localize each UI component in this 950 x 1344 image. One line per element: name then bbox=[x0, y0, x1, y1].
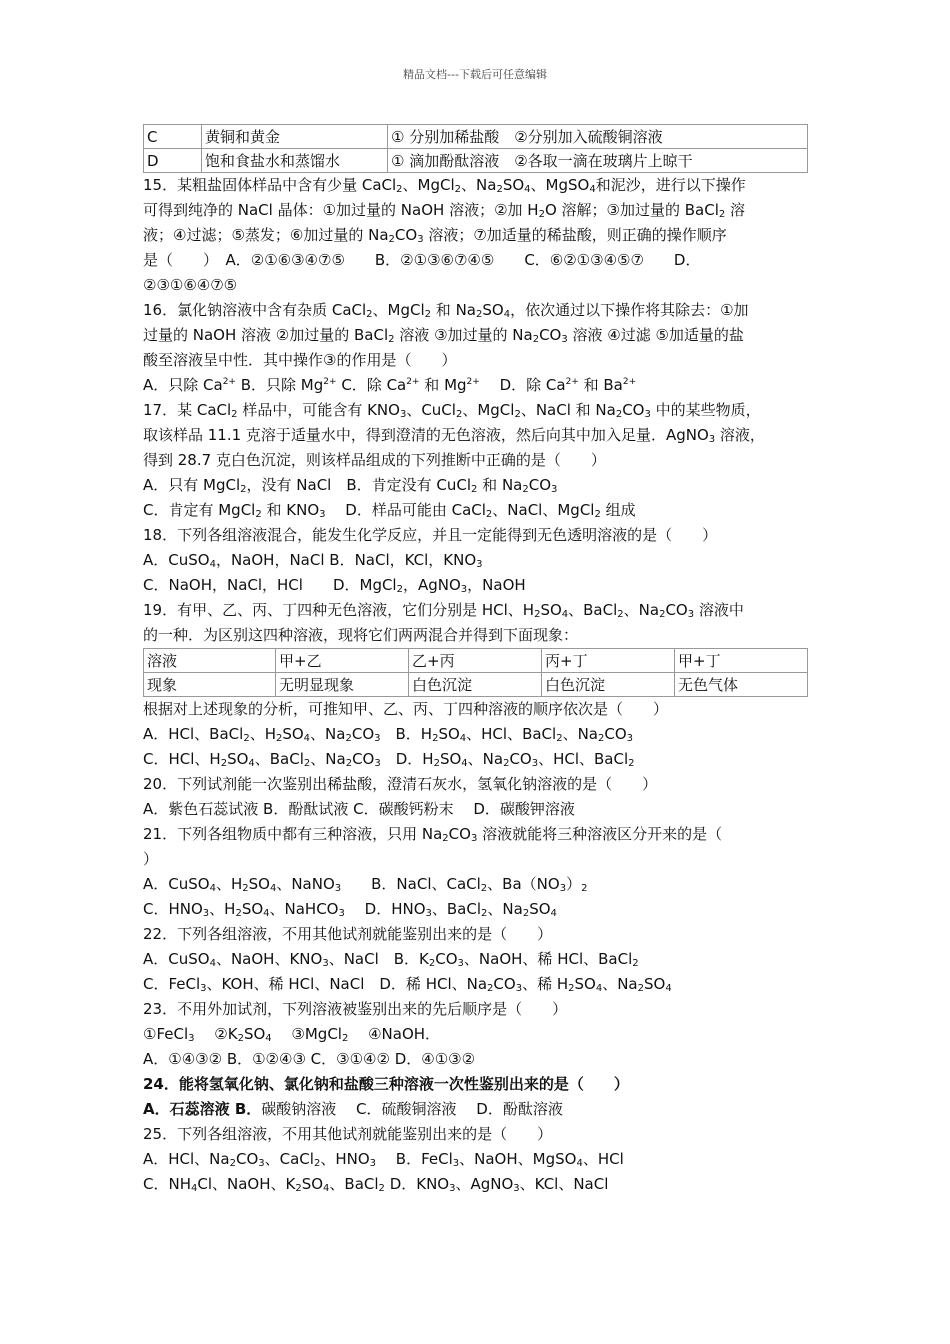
text-line: 21．下列各组物质中都有三种溶液，只用 $Na_2CO_3$ 溶液就能将三种溶液区分开来的是（ bbox=[143, 825, 723, 844]
text-line: A．HCl、BaCl$_2$、$H_2SO_4$、$Na_2CO_3$ B．$H_2SO_4$、HCl、BaCl$_2$、$Na_2CO_3$ bbox=[143, 725, 634, 744]
text-line: ②③①⑥④⑦⑤ bbox=[143, 276, 238, 294]
table-cell: 甲+丁 bbox=[675, 649, 808, 673]
table-row bbox=[144, 673, 808, 697]
text-line: ） bbox=[143, 850, 159, 868]
text-line: 过量的 NaOH 溶液 ②加过量的 BaCl$_2$ 溶液 ③加过量的 $Na_2CO_3$ 溶液 ④过滤 ⑤加适量的盐 bbox=[143, 326, 744, 345]
table-cell: 无明显现象 bbox=[276, 673, 409, 697]
text-line: 得到 28.7 克白色沉淀，则该样品组成的下列推断中正确的是（ ） bbox=[143, 451, 606, 469]
question-19 bbox=[143, 598, 811, 772]
question-22 bbox=[143, 922, 811, 997]
text-line: A．只除 $Ca^{2+}$ B．只除 $Mg^{2+}$ C．除 $Ca^{2+}$ 和 $Mg^{2+}$ D．除 $Ca^{2+}$ 和 $Ba^{2+}$ bbox=[143, 376, 637, 394]
text-line: 25．下列各组溶液，不用其他试剂就能鉴别出来的是（ ） bbox=[143, 1125, 553, 1143]
question-16 bbox=[143, 298, 811, 398]
table-cell: 白色沉淀 bbox=[542, 673, 675, 697]
table-cell: 乙+丙 bbox=[409, 649, 542, 673]
text-line: 17．某 CaCl$_2$ 样品中，可能含有 $KNO_3$、CuCl$_2$、MgCl$_2$、NaCl 和 $Na_2CO_3$ 中的某些物质， bbox=[143, 401, 761, 420]
text-line: 液；④过滤；⑤蒸发；⑥加过量的 $Na_2CO_3$ 溶液；⑦加适量的稀盐酸，则正确的操作顺序 bbox=[143, 226, 727, 245]
page-header: 精品文档---下载后可任意编辑 bbox=[403, 68, 547, 81]
text-line: A．CuSO$_4$、$H_2SO_4$、NaNO$_3$ B．NaCl、CaCl$_2$、$Ba(NO_3)_2$ bbox=[143, 875, 588, 894]
table-cell: 丙+丁 bbox=[542, 649, 675, 673]
text-line: C．HCl、$H_2SO_4$、BaCl$_2$、$Na_2CO_3$ D．$H_2SO_4$、$Na_2CO_3$、HCl、BaCl$_2$ bbox=[143, 750, 635, 769]
option-text: 碳酸钠溶液 C．硫酸铜溶液 D．酚酞溶液 bbox=[261, 1100, 563, 1118]
text-line: 取该样品 11.1 克溶于适量水中，得到澄清的无色溶液，然后向其中加入足量．AgNO$_3$ 溶液， bbox=[143, 426, 765, 445]
question-24 bbox=[143, 1072, 811, 1122]
text-line: A．紫色石蕊试液 B．酚酞试液 C．碳酸钙粉末 D．碳酸钾溶液 bbox=[143, 800, 575, 818]
text-line: 23．不用外加试剂，下列溶液被鉴别出来的先后顺序是（ ） bbox=[143, 1000, 568, 1018]
text-line: 19．有甲、乙、丙、丁四种无色溶液，它们分别是 HCl、$H_2SO_4$、BaCl$_2$、$Na_2CO_3$ 溶液中 bbox=[143, 601, 744, 620]
text-line: C．FeCl$_3$、KOH、稀 HCl、NaCl D．稀 HCl、$Na_2CO_3$、稀 $H_2SO_4$、$Na_2SO_4$ bbox=[143, 975, 672, 994]
table-cell: 黄铜和黄金 bbox=[202, 125, 388, 149]
text-line: 是（ ） A．②①⑥③④⑦⑤ B．②①③⑥⑦④⑤ C．⑥②①③④⑤⑦ D． bbox=[143, 251, 701, 269]
table-cell: 白色沉淀 bbox=[409, 673, 542, 697]
text-line: A．CuSO$_4$，NaOH，NaCl B．NaCl，KCl，$KNO_3$ bbox=[143, 551, 483, 570]
options-table bbox=[143, 124, 808, 173]
table-cell: D bbox=[144, 149, 202, 173]
table-cell: 无色气体 bbox=[675, 673, 808, 697]
text-line: A．HCl、$Na_2CO_3$、CaCl$_2$、$HNO_3$ B．FeCl$_3$、NaOH、MgSO$_4$、HCl bbox=[143, 1150, 624, 1169]
text-line: C．$HNO_3$、$H_2SO_4$、NaHCO$_3$ D．$HNO_3$、BaCl$_2$、$Na_2SO_4$ bbox=[143, 900, 557, 919]
table-row bbox=[144, 649, 808, 673]
question-23 bbox=[143, 997, 811, 1072]
text-line: C．NaOH，NaCl，HCl D．MgCl$_2$，AgNO$_3$，NaOH bbox=[143, 576, 526, 595]
text-line: ①FeCl$_3$ $②K_2SO_4$ ③MgCl$_2$ ④NaOH． bbox=[143, 1025, 441, 1044]
table-row bbox=[144, 125, 808, 149]
text-line: A．①④③② B．①②④③ C．③①④② D．④①③② bbox=[143, 1050, 476, 1068]
question-15 bbox=[143, 173, 811, 298]
bold-option: A．石蕊溶液 B． bbox=[143, 1100, 262, 1118]
text-line: 18．下列各组溶液混合，能发生化学反应，并且一定能得到无色透明溶液的是（ ） bbox=[143, 526, 718, 544]
text-line: 22．下列各组溶液，不用其他试剂就能鉴别出来的是（ ） bbox=[143, 925, 553, 943]
question-17 bbox=[143, 398, 811, 523]
phenomena-table bbox=[143, 648, 808, 697]
text-line: A．CuSO$_4$、NaOH、$KNO_3$、NaCl B．$K_2CO_3$、NaOH、稀 HCl、BaCl$_2$ bbox=[143, 950, 639, 969]
table-cell: ① 分别加稀盐酸 ②分别加入硫酸铜溶液 bbox=[388, 125, 808, 149]
text-line: 16．氯化钠溶液中含有杂质 CaCl$_2$、MgCl$_2$ 和 $Na_2SO_4$，依次通过以下操作将其除去：①加 bbox=[143, 301, 749, 320]
question-21 bbox=[143, 822, 811, 922]
table-cell: 甲+乙 bbox=[276, 649, 409, 673]
question-25 bbox=[143, 1122, 811, 1197]
question-20 bbox=[143, 772, 811, 822]
text-line: 的一种．为区别这四种溶液，现将它们两两混合并得到下面现象： bbox=[143, 626, 579, 644]
document-body bbox=[143, 124, 811, 1197]
table-cell: C bbox=[144, 125, 202, 149]
text-line: 20．下列试剂能一次鉴别出稀盐酸，澄清石灰水，氢氧化钠溶液的是（ ） bbox=[143, 775, 658, 793]
table-cell: 饱和食盐水和蒸馏水 bbox=[202, 149, 388, 173]
text-line: 酸至溶液呈中性．其中操作③的作用是（ ） bbox=[143, 351, 457, 369]
table-cell: ① 滴加酚酞溶液 ②各取一滴在玻璃片上晾干 bbox=[388, 149, 808, 173]
table-cell: 溶液 bbox=[144, 649, 276, 673]
table-cell: 现象 bbox=[144, 673, 276, 697]
question-18 bbox=[143, 523, 811, 598]
text-line: 根据对上述现象的分析，可推知甲、乙、丙、丁四种溶液的顺序依次是（ ） bbox=[143, 700, 669, 718]
table-row bbox=[144, 149, 808, 173]
text-line bbox=[143, 1097, 811, 1122]
text-line: 24．能将氢氧化钠、氯化钠和盐酸三种溶液一次性鉴别出来的是（ ） bbox=[143, 1075, 629, 1093]
text-line: 15．某粗盐固体样品中含有少量 CaCl$_2$、MgCl$_2$、$Na_2SO_4$、MgSO$_4$和泥沙，进行以下操作 bbox=[143, 176, 746, 195]
text-line: 可得到纯净的 NaCl 晶体：①加过量的 NaOH 溶液；②加 $H_2O$ 溶解；③加过量的 BaCl$_2$ 溶 bbox=[143, 201, 746, 220]
text-line: C．肯定有 MgCl$_2$ 和 $KNO_3$ D．样品可能由 CaCl$_2$、NaCl、MgCl$_2$ 组成 bbox=[143, 501, 636, 520]
text-line: C．$NH_4Cl$、NaOH、$K_2SO_4$、BaCl$_2$ D．$KNO_3$、AgNO$_3$、KCl、NaCl bbox=[143, 1175, 609, 1194]
text-line: A．只有 MgCl$_2$，没有 NaCl B．肯定没有 CuCl$_2$ 和 $Na_2CO_3$ bbox=[143, 476, 558, 495]
